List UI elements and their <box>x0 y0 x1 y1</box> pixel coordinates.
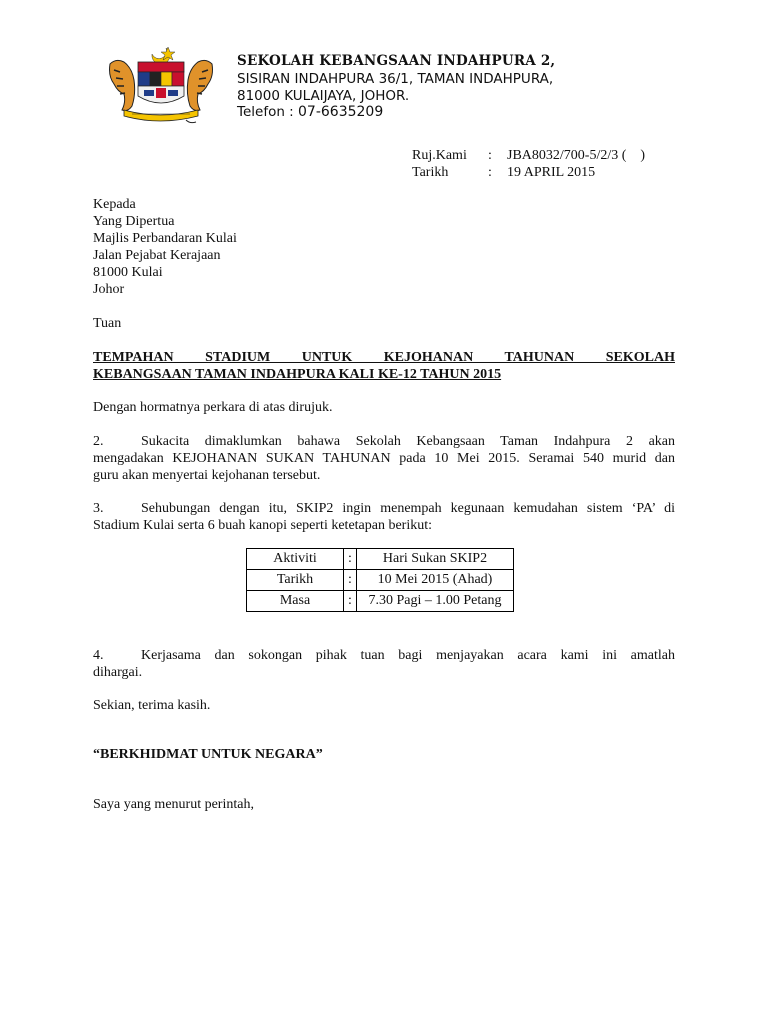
para4-number: 4. <box>93 648 104 663</box>
table-cell-label: Aktiviti <box>247 549 344 570</box>
para2-line-2: mengadakan KEJOHANAN SUKAN TAHUNAN pada 10 Mei 2015. Seramai 540 murid dan <box>93 451 675 466</box>
table-cell-label: Masa <box>247 591 344 612</box>
table-row <box>247 549 514 570</box>
reference-label: Ruj.Kami <box>412 148 467 163</box>
recipient-line: Johor <box>93 282 125 297</box>
para3-number: 3. <box>93 501 104 516</box>
subject-line-1: TEMPAHAN STADIUM UNTUK KEJOHANAN TAHUNAN SEKOLAH <box>93 350 675 365</box>
table-cell-value: Hari Sukan SKIP2 <box>357 549 514 570</box>
table-cell-separator: : <box>344 570 357 591</box>
recipient-line: Kepada <box>93 197 136 212</box>
para2-line-3: guru akan menyertai kejohanan tersebut. <box>93 468 321 483</box>
reference-separator: : <box>488 148 492 163</box>
reference-value: JBA8032/700-5/2/3 ( ) <box>507 148 646 163</box>
recipient-address <box>93 196 237 298</box>
subject-line-2: KEBANGSAAN TAMAN INDAHPURA KALI KE-12 TAHUN 2015 <box>93 367 502 382</box>
phone-label: Telefon : <box>237 104 299 120</box>
recipient-line: Yang Dipertua <box>93 214 175 229</box>
para4-line-2: dihargai. <box>93 665 143 680</box>
table-cell-separator: : <box>344 549 357 570</box>
table-cell-label: Tarikh <box>247 570 344 591</box>
motto: “BERKHIDMAT UNTUK NEGARA” <box>93 747 323 762</box>
school-name: SEKOLAH KEBANGSAAN INDAHPURA 2, <box>237 53 556 69</box>
coat-of-arms-logo <box>102 44 220 128</box>
address-line-2: 81000 KULAIJAYA, JOHOR. <box>237 88 410 104</box>
phone-line <box>237 104 383 121</box>
table-row <box>247 591 514 612</box>
date-label: Tarikh <box>412 165 449 180</box>
para3-line-1: Sehubungan dengan itu, SKIP2 ingin menempah kegunaan kemudahan sistem ‘PA’ di <box>141 501 675 516</box>
recipient-line: 81000 Kulai <box>93 265 163 280</box>
table-cell-value: 10 Mei 2015 (Ahad) <box>357 570 514 591</box>
opening-sentence: Dengan hormatnya perkara di atas dirujuk. <box>93 400 333 415</box>
para2-number: 2. <box>93 434 104 449</box>
para4-line-1: Kerjasama dan sokongan pihak tuan bagi menjayakan acara kami ini amatlah <box>141 648 675 663</box>
signoff: Saya yang menurut perintah, <box>93 797 254 812</box>
recipient-line: Jalan Pejabat Kerajaan <box>93 248 221 263</box>
para2-line-1: Sukacita dimaklumkan bahawa Sekolah Kebangsaan Taman Indahpura 2 akan <box>141 434 675 449</box>
closing-sentence: Sekian, terima kasih. <box>93 698 211 713</box>
date-separator: : <box>488 165 492 180</box>
address-line-1: SISIRAN INDAHPURA 36/1, TAMAN INDAHPURA, <box>237 71 554 87</box>
para3-line-2: Stadium Kulai serta 6 buah kanopi seperti ketetapan berikut: <box>93 518 433 533</box>
table-row <box>247 570 514 591</box>
event-details-table <box>246 548 514 612</box>
phone-number: 07-6635209 <box>298 104 384 120</box>
recipient-line: Majlis Perbandaran Kulai <box>93 231 237 246</box>
date-value: 19 APRIL 2015 <box>507 165 596 180</box>
salutation: Tuan <box>93 316 122 331</box>
table-cell-separator: : <box>344 591 357 612</box>
table-cell-value: 7.30 Pagi – 1.00 Petang <box>357 591 514 612</box>
